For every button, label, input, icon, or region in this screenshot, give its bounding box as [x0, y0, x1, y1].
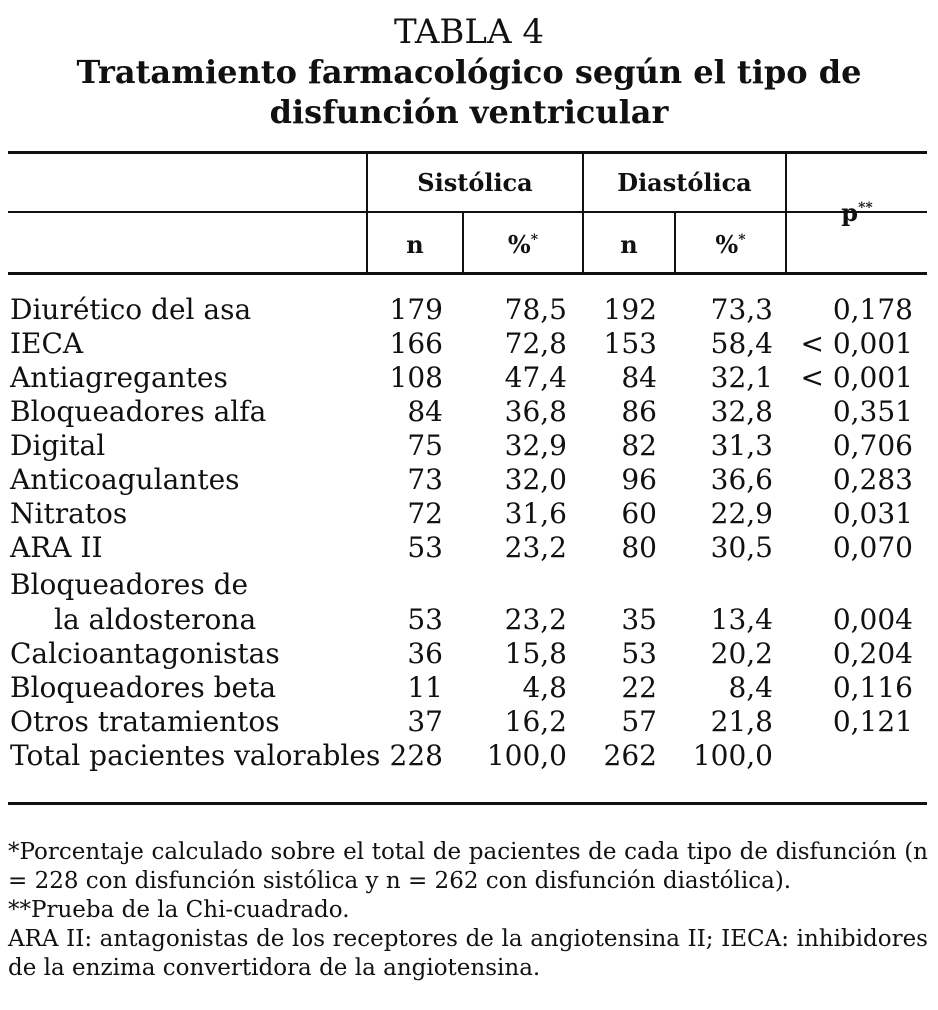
systolic-n: 11	[407, 671, 443, 704]
p-value: 0,178	[832, 293, 913, 326]
table-row	[8, 293, 927, 327]
table-notes	[8, 838, 928, 983]
table-row	[8, 671, 927, 705]
diastolic-pct: 13,4	[710, 603, 773, 636]
diastolic-pct: 8,4	[728, 671, 773, 704]
systolic-pct: 36,8	[504, 395, 567, 428]
table-row	[8, 603, 927, 637]
diastolic-pct: 31,3	[710, 429, 773, 462]
table-row	[8, 395, 927, 429]
diastolic-n: 153	[603, 327, 657, 360]
row-label: Antiagregantes	[10, 361, 228, 394]
header-diastolic: Diastólica	[617, 168, 752, 197]
row-label: Bloqueadores beta	[10, 671, 277, 704]
diastolic-n: 192	[603, 293, 657, 326]
row-label: Digital	[10, 429, 106, 462]
row-label: Calcioantagonistas	[10, 637, 280, 670]
diastolic-pct: 73,3	[710, 293, 773, 326]
systolic-n: 37	[407, 705, 443, 738]
table-row	[8, 739, 927, 773]
row-label: la aldosterona	[54, 603, 257, 636]
table-row	[8, 531, 927, 565]
systolic-pct: 47,4	[504, 361, 567, 394]
systolic-n: 108	[389, 361, 443, 394]
diastolic-pct: 58,4	[710, 327, 773, 360]
systolic-pct: 23,2	[504, 531, 567, 564]
table-row	[8, 327, 927, 361]
systolic-pct: 100,0	[486, 739, 567, 772]
diastolic-n: 35	[621, 603, 657, 636]
header-diastolic-pct-label: %	[715, 230, 739, 259]
diastolic-pct: 21,8	[710, 705, 773, 738]
systolic-pct: 31,6	[504, 497, 567, 530]
header-p-sup: **	[858, 200, 873, 216]
diastolic-pct: 30,5	[710, 531, 773, 564]
diastolic-pct: 36,6	[710, 463, 773, 496]
diastolic-n: 84	[621, 361, 657, 394]
systolic-n: 73	[407, 463, 443, 496]
systolic-n: 84	[407, 395, 443, 428]
diastolic-pct: 22,9	[710, 497, 773, 530]
table-row	[8, 361, 927, 395]
p-value: 0,070	[832, 531, 913, 564]
diastolic-n: 82	[621, 429, 657, 462]
header-diastolic-n: n	[620, 230, 638, 259]
diastolic-pct: 32,1	[710, 361, 773, 394]
systolic-n: 166	[389, 327, 443, 360]
table-row	[8, 705, 927, 739]
table-title	[0, 52, 938, 132]
p-value: 0,351	[832, 395, 913, 428]
header-systolic: Sistólica	[417, 168, 533, 197]
systolic-pct: 15,8	[504, 637, 567, 670]
p-value: 0,204	[832, 637, 913, 670]
systolic-pct: 4,8	[522, 671, 567, 704]
diastolic-n: 53	[621, 637, 657, 670]
diastolic-pct: 20,2	[710, 637, 773, 670]
table-bottom-rule	[8, 802, 927, 805]
header-p	[787, 198, 927, 227]
diastolic-n: 80	[621, 531, 657, 564]
note-percentage: *Porcentaje calculado sobre el total de pacientes de cada tipo de disfunción (n = 228 con disfunción sistólica y n = 262 con disfunción diastólica).	[8, 839, 928, 894]
row-label: Bloqueadores de	[10, 568, 249, 601]
header-p-label: p	[841, 198, 859, 227]
diastolic-n: 60	[621, 497, 657, 530]
header-systolic-pct-sup: *	[530, 232, 539, 248]
row-label: Nitratos	[10, 497, 128, 530]
diastolic-pct: 32,8	[710, 395, 773, 428]
systolic-n: 53	[407, 531, 443, 564]
p-value: 0,116	[832, 671, 913, 704]
p-value: 0,004	[832, 603, 913, 636]
systolic-n: 53	[407, 603, 443, 636]
systolic-pct: 72,8	[504, 327, 567, 360]
header-systolic-pct	[464, 230, 582, 259]
diastolic-pct: 100,0	[692, 739, 773, 772]
systolic-pct: 23,2	[504, 603, 567, 636]
p-value: 0,706	[832, 429, 913, 462]
systolic-pct: 78,5	[504, 293, 567, 326]
systolic-pct: 32,9	[504, 429, 567, 462]
row-label: Anticoagulantes	[10, 463, 240, 496]
row-label: IECA	[10, 327, 84, 360]
diastolic-n: 96	[621, 463, 657, 496]
systolic-pct: 16,2	[504, 705, 567, 738]
row-label: Bloqueadores alfa	[10, 395, 267, 428]
systolic-n: 75	[407, 429, 443, 462]
p-value: < 0,001	[800, 361, 913, 394]
table-title-line-2: disfunción ventricular	[269, 93, 669, 131]
p-value: 0,031	[832, 497, 913, 530]
diastolic-n: 86	[621, 395, 657, 428]
header-top-rule	[8, 151, 927, 154]
systolic-n: 36	[407, 637, 443, 670]
header-systolic-pct-label: %	[507, 230, 531, 259]
diastolic-n: 57	[621, 705, 657, 738]
row-label: Diurético del asa	[10, 293, 252, 326]
note-abbreviations: ARA II: antagonistas de los receptores de la angiotensina II; IECA: inhibidores de la enzima convertidora de la angiotensina.	[8, 926, 928, 981]
note-chi-square: **Prueba de la Chi-cuadrado.	[8, 897, 350, 923]
p-value: 0,283	[832, 463, 913, 496]
table-row	[8, 637, 927, 671]
table-number: TABLA 4	[394, 12, 544, 52]
row-label: Total pacientes valorables	[10, 739, 381, 772]
diastolic-n: 262	[603, 739, 657, 772]
header-diastolic-pct-sup: *	[738, 232, 746, 248]
header-diastolic-pct	[676, 230, 785, 259]
header-bottom-rule	[8, 272, 927, 275]
systolic-n: 72	[407, 497, 443, 530]
systolic-n: 228	[389, 739, 443, 772]
table-row	[8, 568, 927, 602]
p-value: 0,121	[832, 705, 913, 738]
table-row	[8, 497, 927, 531]
table-row	[8, 429, 927, 463]
systolic-pct: 32,0	[504, 463, 567, 496]
row-label: ARA II	[10, 531, 103, 564]
systolic-n: 179	[389, 293, 443, 326]
row-label: Otros tratamientos	[10, 705, 280, 738]
table-title-line-1: Tratamiento farmacológico según el tipo de	[76, 53, 862, 91]
p-value: < 0,001	[800, 327, 913, 360]
diastolic-n: 22	[621, 671, 657, 704]
table-row	[8, 463, 927, 497]
header-systolic-n: n	[406, 230, 424, 259]
